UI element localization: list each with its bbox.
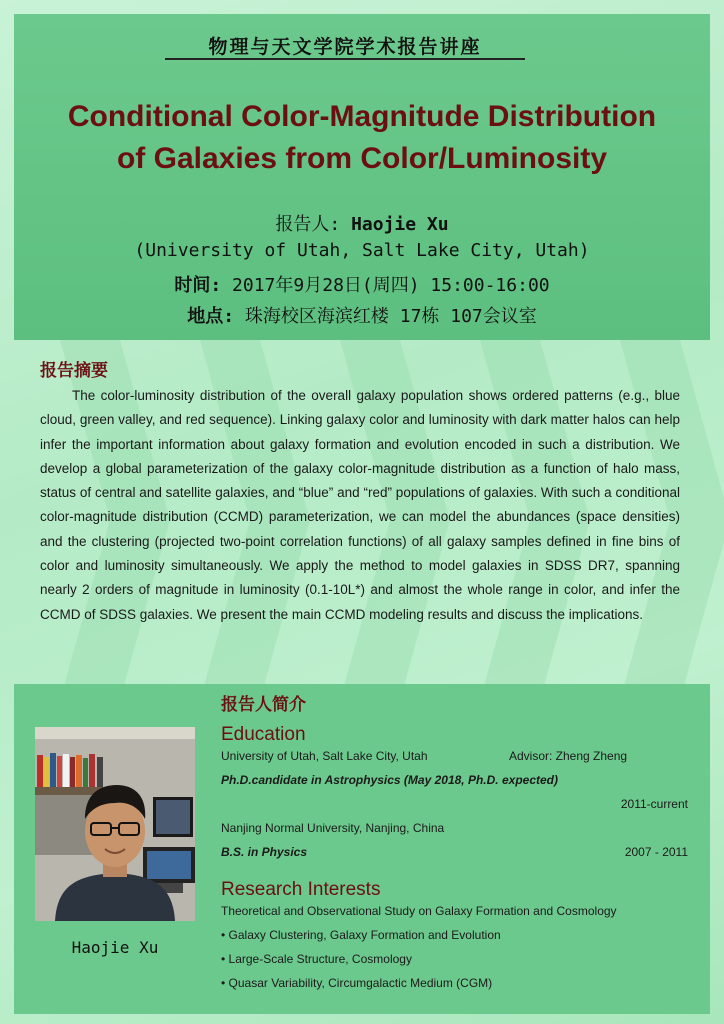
time-value: 2017年9月28日(周四) 15:00-16:00 — [232, 275, 550, 296]
edu1-advisor: Advisor: Zheng Zheng — [509, 749, 628, 763]
education-heading: Education — [221, 724, 306, 745]
edu1-degree: Ph.D.candidate in Astrophysics (May 2018, Ph.D. expected) — [221, 773, 558, 787]
abstract-heading: 报告摘要 — [40, 361, 108, 381]
talk-title-line1: Conditional Color-Magnitude Distribution — [67, 100, 657, 133]
talk-title-line2: of Galaxies from Color/Luminosity — [116, 142, 608, 175]
edu2-school: Nanjing Normal University, Nanjing, China — [221, 821, 445, 835]
speaker-photo — [35, 727, 195, 921]
heading-underline — [165, 58, 525, 60]
speaker-name: Haojie Xu — [351, 214, 449, 235]
research-intro: Theoretical and Observational Study on Galaxy Formation and Cosmology — [221, 904, 617, 918]
talk-title — [20, 96, 704, 180]
research-item: • Large-Scale Structure, Cosmology — [221, 952, 412, 966]
edu2-degree: B.S. in Physics — [221, 845, 308, 859]
time-line — [0, 271, 724, 297]
speaker-line — [0, 210, 724, 236]
department-heading: 物理与天文学院学术报告讲座 — [208, 36, 482, 58]
speaker-photo-illustration — [35, 727, 195, 921]
research-item: • Galaxy Clustering, Galaxy Formation and Evolution — [221, 928, 501, 942]
research-item: • Quasar Variability, Circumgalactic Medium (CGM) — [221, 976, 493, 990]
place-label: 地点: — [187, 306, 235, 327]
speaker-label: 报告人: — [275, 214, 341, 235]
time-label: 时间: — [174, 275, 222, 296]
edu2-years: 2007 - 2011 — [624, 845, 688, 859]
edu1-years: 2011-current — [620, 797, 688, 811]
bio-heading: 报告人简介 — [221, 695, 306, 715]
place-value: 珠海校区海滨红楼 17栋 107会议室 — [244, 306, 537, 327]
abstract-text: The color-luminosity distribution of the overall galaxy population shows ordered patterns (e.g., blue cloud, green valley, and red sequence). Linking galaxy color and luminosity with dark matter halos can help infer the important information about galaxy formation and evolution encoded in such a distribution. We develop a global parameterization of the galaxy color-magnitude distribution as a function of halo mass, status of central and satellite galaxies, and “blue” and “red” populations of galaxies. With such a conditional color-magnitude distribution (CCMD) parameterization, we can model the abundances (space densities) and the clustering (projected two-point correlation functions) of all galaxy samples defined in fine bins of color and luminosity simultaneously. We apply the method to model galaxies in SDSS DR7, spanning nearly 2 orders of magnitude in luminosity (0.1-10L*) and almost the whole range in color, and infer the CCMD of SDSS galaxies. We present the main CCMD modeling results and discuss the implications. — [40, 388, 680, 622]
affiliation: (University of Utah, Salt Lake City, Utah) — [134, 240, 590, 261]
photo-caption: Haojie Xu — [71, 938, 159, 957]
place-line — [0, 302, 724, 328]
research-heading: Research Interests — [221, 879, 381, 900]
edu1-school: University of Utah, Salt Lake City, Utah — [221, 749, 428, 763]
